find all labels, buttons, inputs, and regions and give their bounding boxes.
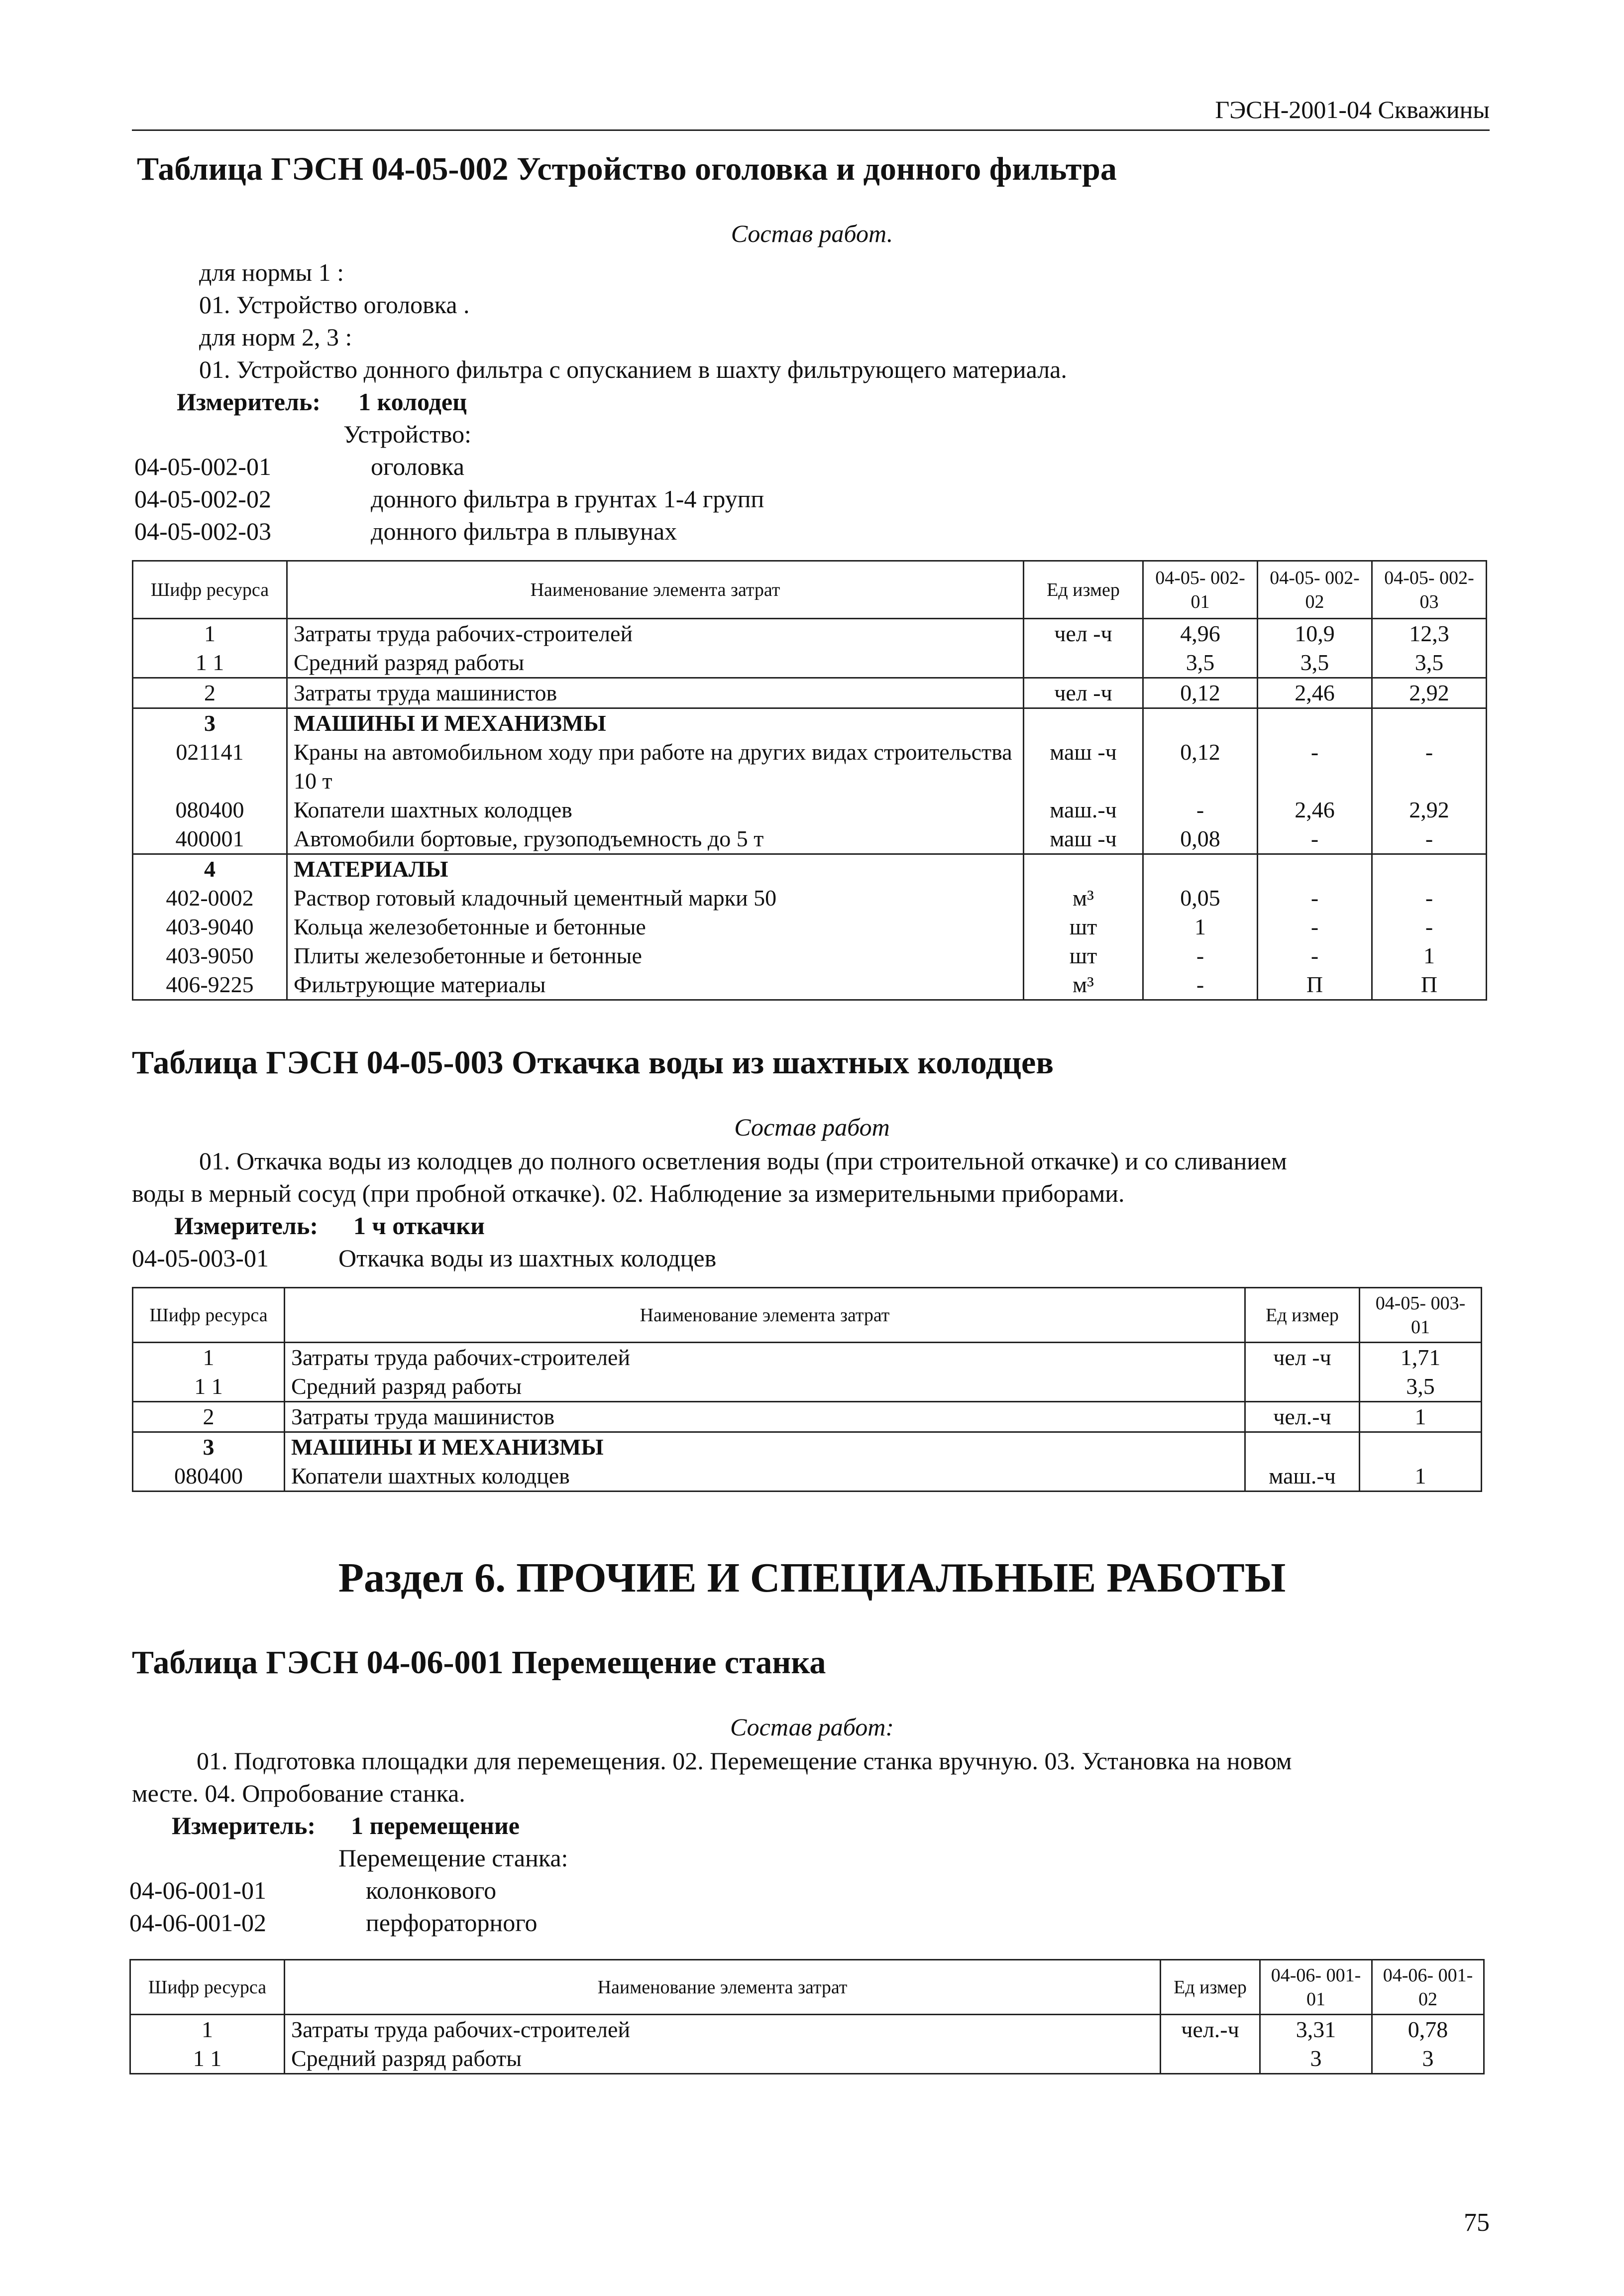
- resource-table: [129, 1959, 1485, 2074]
- cell-unit: [1245, 1432, 1360, 1462]
- cell-value: 2,46: [1258, 796, 1372, 824]
- cell-value: [1143, 708, 1258, 738]
- cell-code: 402-0002: [133, 884, 287, 913]
- cell-value: П: [1372, 970, 1487, 1000]
- cell-unit: чел -ч: [1245, 1343, 1360, 1373]
- cell-value: 1,71: [1360, 1343, 1482, 1373]
- cell-value: -: [1258, 913, 1372, 941]
- measure-label: Измеритель:: [172, 1812, 316, 1839]
- table-title: Таблица ГЭСН 04-05-003 Откачка воды из шахтных колодцев: [132, 1044, 1054, 1081]
- cell-value: 1: [1372, 941, 1487, 970]
- table-row: [133, 1462, 1482, 1492]
- cell-value: 3,5: [1372, 648, 1487, 678]
- cell-unit: чел.-ч: [1245, 1402, 1360, 1432]
- cell-value: 0,12: [1143, 678, 1258, 708]
- cell-value: 3,5: [1258, 648, 1372, 678]
- cell-value: -: [1372, 824, 1487, 854]
- column-header: Наименование элемента затрат: [287, 561, 1024, 619]
- measure-value: 1 колодец: [358, 388, 467, 416]
- cell-unit: маш.-ч: [1024, 796, 1143, 824]
- cell-value: 12,3: [1372, 619, 1487, 649]
- cell-value: -: [1372, 913, 1487, 941]
- cell-value: 3: [1260, 2044, 1372, 2074]
- page-number: 75: [1464, 2208, 1490, 2237]
- table-row: [133, 824, 1487, 854]
- measure-value: 1 перемещение: [351, 1812, 520, 1839]
- composition-text: месте. 04. Опробование станка.: [132, 1779, 465, 1807]
- cell-code: 4: [133, 854, 287, 884]
- composition-title: Состав работ.: [731, 220, 893, 247]
- cell-code: 1: [133, 1343, 285, 1373]
- cell-value: -: [1258, 824, 1372, 854]
- cell-value: [1360, 1432, 1482, 1462]
- cell-name: Затраты труда машинистов: [287, 678, 1024, 708]
- column-header: Ед измер: [1024, 561, 1143, 619]
- cell-unit: чел -ч: [1024, 678, 1143, 708]
- norm-name: Откачка воды из шахтных колодцев: [338, 1244, 717, 1272]
- column-header: Ед измер: [1245, 1288, 1360, 1343]
- composition-line: для норм 2, 3 :: [199, 323, 352, 351]
- cell-code: 1 1: [130, 2044, 285, 2074]
- table-row: [133, 854, 1487, 884]
- cell-unit: чел.-ч: [1161, 2015, 1260, 2045]
- cell-code: 400001: [133, 824, 287, 854]
- cell-value: 0,12: [1143, 738, 1258, 796]
- cell-name: Копатели шахтных колодцев: [287, 796, 1024, 824]
- norm-name: колонкового: [366, 1876, 497, 1904]
- resource-table: [132, 1287, 1482, 1492]
- cell-category: МАШИНЫ И МЕХАНИЗМЫ: [287, 708, 1024, 738]
- cell-category: МАШИНЫ И МЕХАНИЗМЫ: [285, 1432, 1245, 1462]
- group-label: Устройство:: [343, 420, 472, 448]
- norm-code: 04-05-002-03: [134, 517, 271, 545]
- cell-unit: [1024, 854, 1143, 884]
- cell-category: МАТЕРИАЛЫ: [287, 854, 1024, 884]
- table-row: [133, 619, 1487, 649]
- cell-value: [1258, 708, 1372, 738]
- column-header: 04-05- 002-01: [1143, 561, 1258, 619]
- table-row: [133, 1343, 1482, 1373]
- composition-text: 01. Подготовка площадки для перемещения. 02. Перемещение станка вручную. 03. Установка на новом: [197, 1747, 1292, 1775]
- cell-value: -: [1143, 941, 1258, 970]
- table-title: Таблица ГЭСН 04-06-001 Перемещение станка: [132, 1644, 826, 1681]
- column-header: Наименование элемента затрат: [285, 1288, 1245, 1343]
- cell-unit: м³: [1024, 884, 1143, 913]
- cell-code: 3: [133, 708, 287, 738]
- cell-code: 021141: [133, 738, 287, 796]
- cell-value: 2,92: [1372, 796, 1487, 824]
- cell-name: Плиты железобетонные и бетонные: [287, 941, 1024, 970]
- cell-name: Фильтрующие материалы: [287, 970, 1024, 1000]
- cell-value: -: [1143, 796, 1258, 824]
- cell-code: 1 1: [133, 648, 287, 678]
- column-header: 04-05- 003-01: [1360, 1288, 1482, 1343]
- cell-code: 403-9040: [133, 913, 287, 941]
- column-header: 04-06- 001-01: [1260, 1960, 1372, 2015]
- composition-text: воды в мерный сосуд (при пробной откачке). 02. Наблюдение за измерительными приборами.: [132, 1179, 1125, 1207]
- table-row: [133, 884, 1487, 913]
- cell-value: 10,9: [1258, 619, 1372, 649]
- norm-code: 04-05-002-01: [134, 453, 271, 480]
- norm-code: 04-05-002-02: [134, 485, 271, 513]
- norm-code: 04-06-001-02: [129, 1909, 266, 1937]
- cell-value: 2,46: [1258, 678, 1372, 708]
- cell-value: -: [1258, 738, 1372, 796]
- cell-value: 1: [1143, 913, 1258, 941]
- section-heading: Раздел 6. ПРОЧИЕ И СПЕЦИАЛЬНЫЕ РАБОТЫ: [338, 1555, 1286, 1601]
- column-header: Шифр ресурса: [133, 1288, 285, 1343]
- cell-value: [1143, 854, 1258, 884]
- cell-unit: шт: [1024, 913, 1143, 941]
- column-header: 04-05- 002-02: [1258, 561, 1372, 619]
- column-header: Наименование элемента затрат: [285, 1960, 1161, 2015]
- composition-title: Состав работ:: [730, 1713, 894, 1741]
- cell-name: Автомобили бортовые, грузоподъемность до 5 т: [287, 824, 1024, 854]
- cell-value: -: [1372, 738, 1487, 796]
- cell-value: 3: [1372, 2044, 1484, 2074]
- cell-name: Средний разряд работы: [285, 1372, 1245, 1402]
- cell-value: [1258, 854, 1372, 884]
- table-row: [133, 941, 1487, 970]
- table-title: Таблица ГЭСН 04-05-002 Устройство оголовка и донного фильтра: [137, 151, 1117, 187]
- column-header: Ед измер: [1161, 1960, 1260, 2015]
- column-header: 04-06- 001-02: [1372, 1960, 1484, 2015]
- table-row: [133, 708, 1487, 738]
- table-row: [133, 1432, 1482, 1462]
- norm-name: донного фильтра в плывунах: [371, 517, 677, 545]
- cell-code: 1: [133, 619, 287, 649]
- table-row: [133, 913, 1487, 941]
- table-row: [133, 648, 1487, 678]
- cell-code: 1 1: [133, 1372, 285, 1402]
- table-row: [133, 678, 1487, 708]
- cell-value: 3,31: [1260, 2015, 1372, 2045]
- composition-line: 01. Устройство оголовка .: [199, 291, 470, 319]
- cell-code: 406-9225: [133, 970, 287, 1000]
- norm-name: оголовка: [371, 453, 464, 480]
- cell-code: 403-9050: [133, 941, 287, 970]
- cell-code: 1: [130, 2015, 285, 2045]
- composition-text: 01. Откачка воды из колодцев до полного осветления воды (при строительной откачке) и со сливанием: [199, 1147, 1287, 1175]
- composition-line: для нормы 1 :: [199, 258, 344, 286]
- cell-code: 080400: [133, 1462, 285, 1492]
- cell-unit: [1161, 2044, 1260, 2074]
- cell-value: 3,5: [1143, 648, 1258, 678]
- composition-title: Состав работ: [734, 1113, 890, 1141]
- cell-unit: маш.-ч: [1245, 1462, 1360, 1492]
- table-row: [133, 738, 1487, 796]
- cell-code: 080400: [133, 796, 287, 824]
- cell-name: Затраты труда рабочих-строителей: [287, 619, 1024, 649]
- cell-name: Затраты труда рабочих-строителей: [285, 2015, 1161, 2045]
- norm-name: перфораторного: [366, 1909, 538, 1937]
- cell-code: 2: [133, 1402, 285, 1432]
- norm-name: донного фильтра в грунтах 1-4 групп: [371, 485, 764, 513]
- cell-value: 2,92: [1372, 678, 1487, 708]
- cell-value: -: [1143, 970, 1258, 1000]
- cell-name: Краны на автомобильном ходу при работе на других видах строительства 10 т: [287, 738, 1024, 796]
- cell-value: -: [1258, 884, 1372, 913]
- cell-unit: [1024, 648, 1143, 678]
- cell-unit: [1245, 1372, 1360, 1402]
- cell-unit: маш -ч: [1024, 738, 1143, 796]
- cell-code: 2: [133, 678, 287, 708]
- norm-code: 04-06-001-01: [129, 1876, 266, 1904]
- cell-value: 0,05: [1143, 884, 1258, 913]
- measure-label: Измеритель:: [174, 1212, 319, 1240]
- table-row: [133, 970, 1487, 1000]
- table-row: [130, 2015, 1484, 2045]
- cell-value: П: [1258, 970, 1372, 1000]
- table-row: [133, 1402, 1482, 1432]
- norm-code: 04-05-003-01: [132, 1244, 269, 1272]
- cell-unit: чел -ч: [1024, 619, 1143, 649]
- cell-name: Средний разряд работы: [287, 648, 1024, 678]
- cell-name: Средний разряд работы: [285, 2044, 1161, 2074]
- composition-line: 01. Устройство донного фильтра с опусканием в шахту фильтрующего материала.: [199, 355, 1067, 383]
- cell-value: 1: [1360, 1462, 1482, 1492]
- cell-unit: м³: [1024, 970, 1143, 1000]
- table-row: [133, 796, 1487, 824]
- running-header: ГЭСН-2001-04 Скважины: [132, 95, 1490, 131]
- cell-code: 3: [133, 1432, 285, 1462]
- cell-value: [1372, 854, 1487, 884]
- cell-value: 4,96: [1143, 619, 1258, 649]
- resource-table: [132, 560, 1487, 1001]
- cell-value: 3,5: [1360, 1372, 1482, 1402]
- cell-unit: [1024, 708, 1143, 738]
- cell-value: 0,78: [1372, 2015, 1484, 2045]
- column-header: Шифр ресурса: [130, 1960, 285, 2015]
- cell-unit: шт: [1024, 941, 1143, 970]
- cell-name: Затраты труда машинистов: [285, 1402, 1245, 1432]
- table-row: [130, 2044, 1484, 2074]
- cell-name: Кольца железобетонные и бетонные: [287, 913, 1024, 941]
- cell-name: Затраты труда рабочих-строителей: [285, 1343, 1245, 1373]
- cell-value: 0,08: [1143, 824, 1258, 854]
- group-label: Перемещение станка:: [338, 1844, 568, 1872]
- cell-unit: маш -ч: [1024, 824, 1143, 854]
- cell-value: [1372, 708, 1487, 738]
- cell-name: Копатели шахтных колодцев: [285, 1462, 1245, 1492]
- cell-value: 1: [1360, 1402, 1482, 1432]
- cell-name: Раствор готовый кладочный цементный марки 50: [287, 884, 1024, 913]
- table-row: [133, 1372, 1482, 1402]
- measure-value: 1 ч откачки: [353, 1212, 485, 1240]
- cell-value: -: [1258, 941, 1372, 970]
- measure-label: Измеритель:: [177, 388, 321, 416]
- cell-value: -: [1372, 884, 1487, 913]
- column-header: 04-05- 002-03: [1372, 561, 1487, 619]
- column-header: Шифр ресурса: [133, 561, 287, 619]
